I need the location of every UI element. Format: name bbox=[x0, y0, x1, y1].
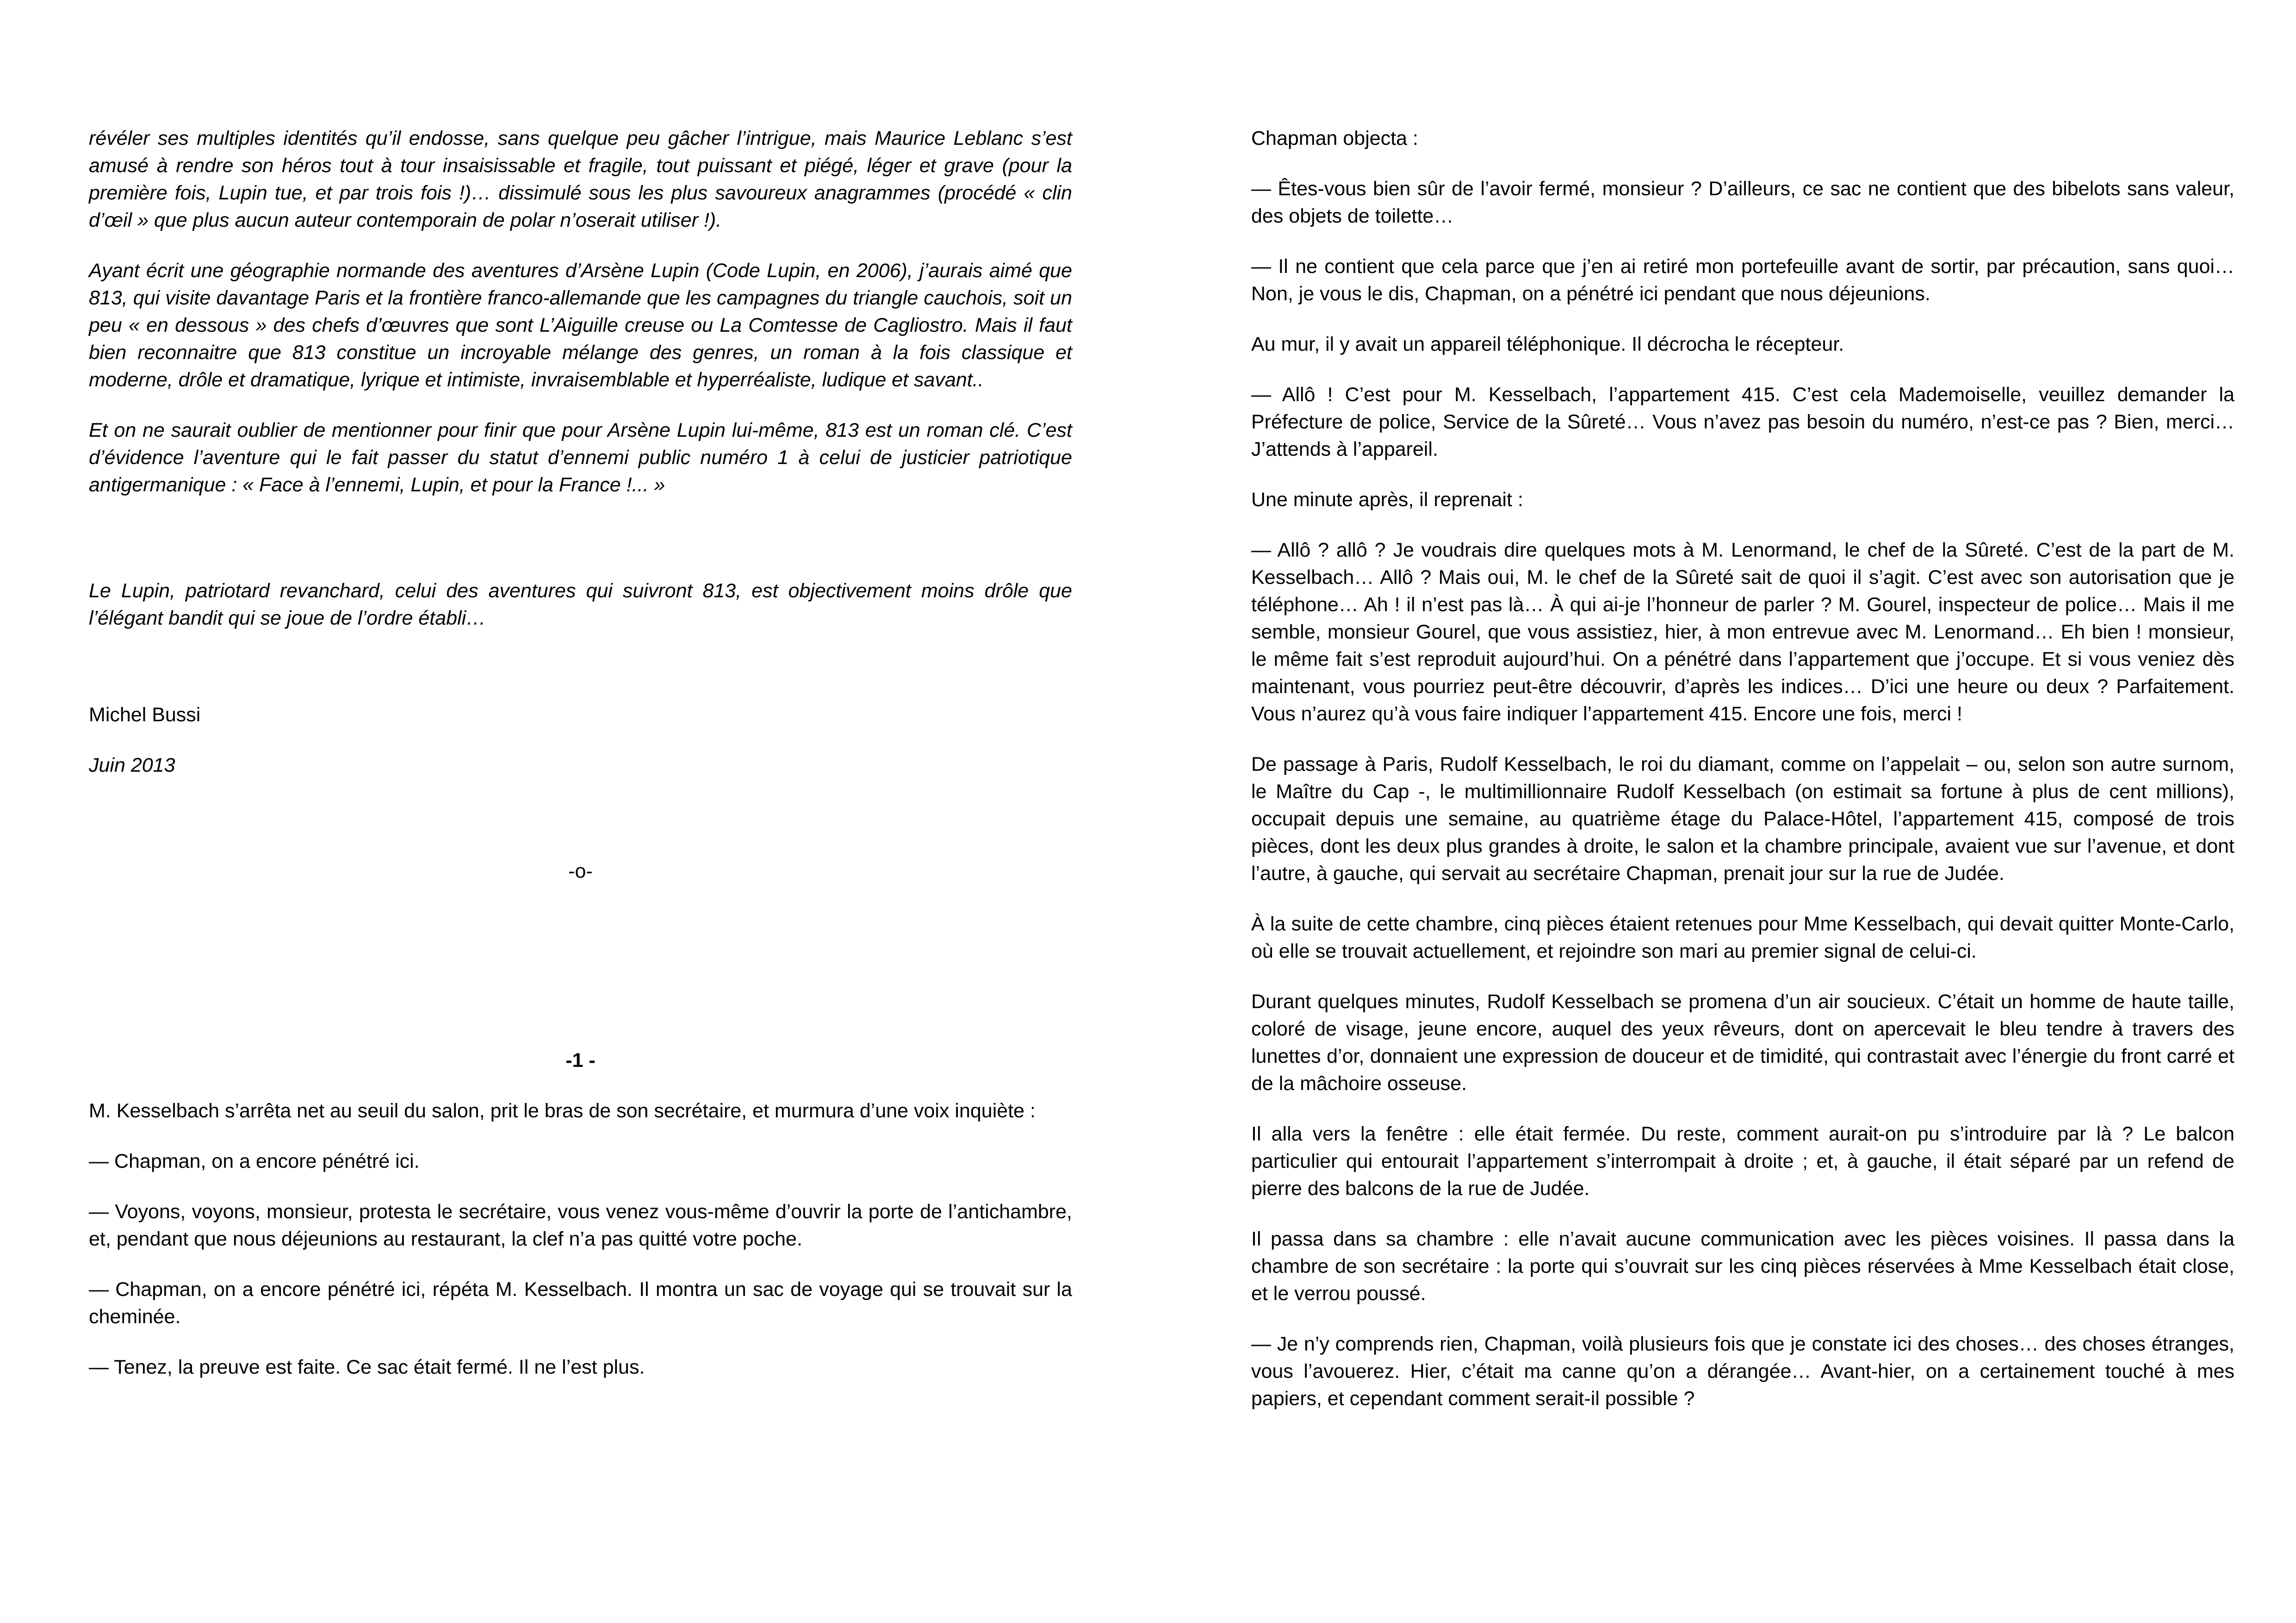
body-paragraph: De passage à Paris, Rudolf Kesselbach, le roi du diamant, comme on l’appelait – ou, selon son autre surnom, le Maître du Cap -, le multimillionnaire Rudolf Kesselbach (on estimait sa fortune à plus de cent millions), occupait depuis une semaine, au quatrième étage du Palace-Hôtel, l’appartement 415, composé de trois pièces, dont les deux plus grandes à droite, le salon et la chambre principale, avaient vue sur l’avenue, et dont l’autre, à gauche, qui servait au secrétaire Chapman, prenait jour sur la rue de Judée. bbox=[1251, 753, 2234, 885]
chapter-paragraph: — Tenez, la preuve est faite. Ce sac était fermé. Il ne l’est plus. bbox=[89, 1356, 645, 1378]
body-paragraph: — Allô ! C’est pour M. Kesselbach, l’appartement 415. C’est cela Mademoiselle, veuillez demander la Préfecture de police, Service de la Sûreté… Vous n’avez pas besoin du numéro, n’est-ce pas ? Bien, merci… J’attends à l’appareil. bbox=[1251, 384, 2234, 460]
preface-paragraph: Et on ne saurait oublier de mentionner pour finir que pour Arsène Lupin lui-même, 813 est un roman clé. C’est d’évidence l’aventure qui le fait passer du statut d’ennemi public numéro 1 à celui de justicier patriotique antigermanique : « Face à l’ennemi, Lupin, et pour la France !... » bbox=[89, 419, 1072, 496]
spacer bbox=[89, 522, 1072, 577]
body-paragraph: Il alla vers la fenêtre : elle était fermée. Du reste, comment aurait-on pu s’introduire par là ? Le balcon particulier qui entourait l’appartement s’interrompait à droite ; et, à gauche, il était séparé par un refend de pierre des balcons de la rue de Judée. bbox=[1251, 1123, 2234, 1200]
preface-paragraph: révéler ses multiples identités qu’il endosse, sans quelque peu gâcher l’intrigue, mais Maurice Leblanc s’est amusé à rendre son héros tout à tour insaisissable et fragile, tout puissant et piégé, léger et grave (pour la première fois, Lupin tue, et par trois fois !)… dissimulé sous les plus savoureux anagrammes (procédé « clin d’œil » que plus aucun auteur contemporain de polar n’oserait utiliser !). bbox=[89, 127, 1072, 231]
body-paragraph: Chapman objecta : bbox=[1251, 127, 1418, 149]
body-paragraph: — Je n’y comprends rien, Chapman, voilà plusieurs fois que je constate ici des choses… des choses étranges, vous l’avouerez. Hier, c’était ma canne qu’on a dérangée… Avant-hier, on a certainement touché à mes papiers, et cependant comment serait-il possible ? bbox=[1251, 1333, 2234, 1410]
preface-paragraph: Le Lupin, patriotard revanchard, celui des aventures qui suivront 813, est objectivement moins drôle que l’élégant bandit qui se joue de l’ordre établi… bbox=[89, 580, 1072, 629]
body-paragraph: Une minute après, il reprenait : bbox=[1251, 489, 1523, 511]
section-separator: -o- bbox=[568, 860, 593, 882]
chapter-paragraph: M. Kesselbach s’arrêta net au seuil du salon, prit le bras de son secrétaire, et murmura d’une voix inquiète : bbox=[89, 1100, 1036, 1122]
chapter-paragraph: — Chapman, on a encore pénétré ici. bbox=[89, 1150, 420, 1172]
body-paragraph: À la suite de cette chambre, cinq pièces étaient retenues pour Mme Kesselbach, qui devait quitter Monte-Carlo, où elle se trouvait actuellement, et rejoindre son mari au premier signal de celui-ci. bbox=[1251, 913, 2234, 962]
chapter-paragraph: — Chapman, on a encore pénétré ici, répéta M. Kesselbach. Il montra un sac de voyage qui se trouvait sur la cheminée. bbox=[89, 1278, 1072, 1328]
chapter-title: -1 - bbox=[565, 1049, 596, 1072]
body-paragraph: Au mur, il y avait un appareil téléphonique. Il décrocha le récepteur. bbox=[1251, 333, 1844, 355]
body-paragraph: — Êtes-vous bien sûr de l’avoir fermé, monsieur ? D’ailleurs, ce sac ne contient que des bibelots sans valeur, des objets de toilette… bbox=[1251, 178, 2234, 227]
preface-paragraph: Ayant écrit une géographie normande des aventures d’Arsène Lupin (Code Lupin, en 2006), j’aurais aimé que 813, qui visite davantage Paris et la frontière franco-allemande que les campagnes du triangle cauchois, soit un peu « en dessous » des chefs d’œuvres que sont L’Aiguille creuse ou La Comtesse de Cagliostro. Mais il faut bien reconnaitre que 813 constitue un incroyable mélange des genres, un roman à la fois classique et moderne, drôle et dramatique, lyrique et intimiste, invraisemblable et hyperréaliste, ludique et savant.. bbox=[89, 260, 1072, 391]
body-paragraph: — Il ne contient que cela parce que j’en ai retiré mon portefeuille avant de sortir, par précaution, sans quoi… Non, je vous le dis, Chapman, on a pénétré ici pendant que nous déjeunions. bbox=[1251, 255, 2234, 305]
author-signature: Michel Bussi bbox=[89, 704, 201, 726]
spacer bbox=[89, 908, 1072, 1047]
body-paragraph: Il passa dans sa chambre : elle n’avait aucune communication avec les pièces voisines. Il passa dans la chambre de son secrétaire : la porte qui s’ouvrait sur les cinq pièces réservées à Mme Kesselbach était close, et le verrou poussé. bbox=[1251, 1228, 2234, 1305]
spacer bbox=[89, 655, 1072, 701]
body-paragraph: — Allô ? allô ? Je voudrais dire quelques mots à M. Lenormand, le chef de la Sûreté. C’est de la part de M. Kesselbach… Allô ? Mais oui, M. le chef de la Sûreté sait de quoi il s’agit. C’est avec son autorisation que je téléphone… Ah ! il n’est pas là… À qui ai-je l’honneur de parler ? M. Gourel, inspecteur de police… Mais il me semble, monsieur Gourel, que vous assistiez, hier, à mon entrevue avec M. Lenormand… Eh bien ! monsieur, le même fait s’est reproduit aujourd’hui. On a pénétré dans l’appartement que j’occupe. Et si vous veniez dès maintenant, vous pourriez peut-être découvrir, d’après les indices… D’ici une heure ou deux ? Parfaitement. Vous n’aurez qu’à vous faire indiquer l’appartement 415. Encore une fois, merci ! bbox=[1251, 539, 2234, 725]
left-page bbox=[89, 125, 1072, 1404]
date-line: Juin 2013 bbox=[89, 754, 175, 776]
spacer bbox=[89, 802, 1072, 858]
body-paragraph: Durant quelques minutes, Rudolf Kesselbach se promena d’un air soucieux. C’était un homme de haute taille, coloré de visage, jeune encore, auquel des yeux rêveurs, dont on apercevait le bleu tendre à travers des lunettes d’or, donnaient une expression de douceur et de timidité, qui contrastait avec l’énergie du front carré et de la mâchoire osseuse. bbox=[1251, 991, 2234, 1095]
right-page bbox=[1251, 125, 2234, 1436]
chapter-paragraph: — Voyons, voyons, monsieur, protesta le secrétaire, vous venez vous-même d’ouvrir la porte de l’antichambre, et, pendant que nous déjeunions au restaurant, la clef n’a pas quitté votre poche. bbox=[89, 1201, 1072, 1250]
